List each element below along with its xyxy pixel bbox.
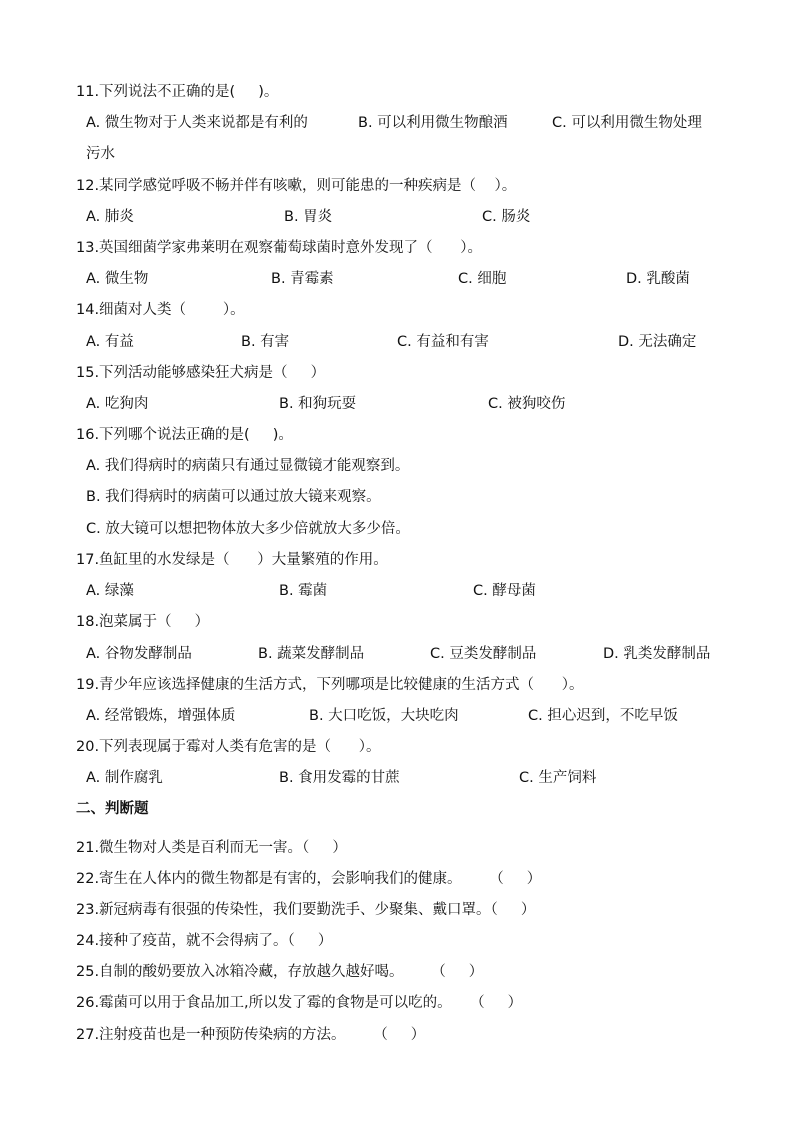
question-11-option-c: C. 可以利用微生物处理 [552,115,702,131]
question-20-option-c: C. 生产饲料 [519,770,597,786]
question-15-option-a: A. 吃狗肉 [86,396,149,412]
question-23: 23.新冠病毒有很强的传染性，我们要勤洗手、少聚集、戴口罩。（ ） [76,902,536,918]
question-18-options [86,644,726,664]
question-12-stem: 12.某同学感觉呼吸不畅并伴有咳嗽，则可能患的一种疾病是（ ）。 [76,178,517,194]
question-12-option-b: B. 胃炎 [284,209,333,225]
question-15-options [86,394,726,414]
question-16-stem: 16.下列哪个说法正确的是( )。 [76,427,293,443]
question-13-option-c: C. 细胞 [458,271,507,287]
question-26: 26.霉菌可以用于食品加工,所以发了霉的食物是可以吃的。 （ ） [76,995,523,1011]
question-13-option-a: A. 微生物 [86,271,149,287]
question-22: 22.寄生在人体内的微生物都是有害的，会影响我们的健康。 （ ） [76,871,542,887]
question-12-option-c: C. 肠炎 [482,209,531,225]
question-18-option-b: B. 蔬菜发酵制品 [258,646,365,662]
question-15-option-c: C. 被狗咬伤 [488,396,566,412]
question-20-options [86,768,726,788]
question-12-option-a: A. 肺炎 [86,209,134,225]
question-17-option-c: C. 酵母菌 [473,583,536,599]
question-13-option-d: D. 乳酸菌 [626,271,690,287]
question-14-option-a: A. 有益 [86,334,134,350]
question-19-stem: 19.青少年应该选择健康的生活方式，下列哪项是比较健康的生活方式（ ）。 [76,677,584,693]
question-17-stem: 17.鱼缸里的水发绿是（ ）大量繁殖的作用。 [76,552,388,568]
question-14-option-c: C. 有益和有害 [397,334,489,350]
question-14-stem: 14.细菌对人类（ ）。 [76,302,245,318]
question-27: 27.注射疫苗也是一种预防传染病的方法。 （ ） [76,1027,426,1043]
question-14-options [86,332,726,352]
question-11-option-a: A. 微生物对于人类来说都是有利的 [86,115,308,131]
question-15-stem: 15.下列活动能够感染狂犬病是（ ） [76,365,326,381]
question-16-option-a: A. 我们得病时的病菌只有通过显微镜才能观察到。 [86,458,410,474]
question-19-option-a: A. 经常锻炼，增强体质 [86,708,236,724]
question-16-option-c: C. 放大镜可以想把物体放大多少倍就放大多少倍。 [86,521,410,537]
question-11-option-b: B. 可以利用微生物酿酒 [358,115,508,131]
question-15-option-b: B. 和狗玩耍 [279,396,357,412]
question-14-option-d: D. 无法确定 [618,334,697,350]
question-20-stem: 20.下列表现属于霉对人类有危害的是（ ）。 [76,739,381,755]
question-13-options [86,269,726,289]
question-18-option-a: A. 谷物发酵制品 [86,646,192,662]
question-11-stem: 11.下列说法不正确的是( )。 [76,84,279,100]
question-14-option-b: B. 有害 [241,334,290,350]
question-19-options [86,706,726,726]
question-19-option-b: B. 大口吃饭，大块吃肉 [309,708,459,724]
question-24: 24.接种了疫苗，就不会得病了。（ ） [76,933,333,949]
question-13-option-b: B. 青霉素 [271,271,334,287]
question-17-options [86,581,726,601]
question-19-option-c: C. 担心迟到，不吃早饭 [528,708,678,724]
question-18-stem: 18.泡菜属于（ ） [76,614,210,630]
question-17-option-b: B. 霉菌 [279,583,328,599]
question-13-stem: 13.英国细菌学家弗莱明在观察葡萄球菌时意外发现了（ ）。 [76,240,482,256]
question-20-option-b: B. 食用发霉的甘蔗 [279,770,400,786]
question-25: 25.自制的酸奶要放入冰箱冷藏，存放越久越好喝。 （ ） [76,964,484,980]
question-11-options [86,113,726,133]
question-18-option-c: C. 豆类发酵制品 [430,646,537,662]
question-17-option-a: A. 绿藻 [86,583,134,599]
question-11-option-c-continuation: 污水 [86,146,115,162]
question-16-option-b: B. 我们得病时的病菌可以通过放大镜来观察。 [86,489,381,505]
question-18-option-d: D. 乳类发酵制品 [603,646,711,662]
question-12-options [86,207,726,227]
section-heading: 二、判断题 [76,801,149,817]
question-21: 21.微生物对人类是百利而无一害。（ ） [76,840,347,856]
question-20-option-a: A. 制作腐乳 [86,770,163,786]
